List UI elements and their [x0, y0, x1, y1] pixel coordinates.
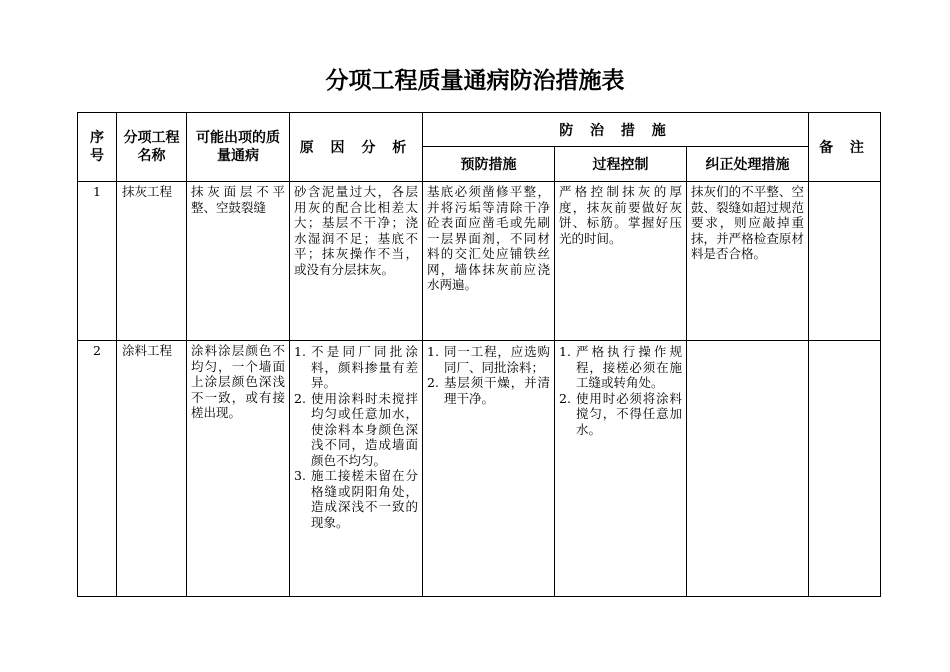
list-item: 1. 同一工程，应选购同厂、同批涂料；: [427, 344, 550, 375]
list-item: 2. 基层须干燥，并清理干净。: [427, 375, 550, 406]
header-process-control: 过程控制: [555, 147, 687, 182]
row2-process-list: [555, 341, 686, 437]
row2-remarks: [809, 341, 881, 597]
measures-table: [77, 112, 881, 597]
row2-project: 涂料工程: [117, 341, 187, 597]
list-item: 1. 不是同厂同批涂料，颜料掺量有差异。: [294, 344, 418, 390]
header-cause-analysis: 原 因 分 析: [290, 113, 423, 182]
table-row: [78, 341, 881, 597]
document-title: 分项工程质量通病防治措施表: [325, 67, 625, 94]
row2-preventive: [423, 341, 555, 597]
table-row: [78, 182, 881, 341]
header-preventive: 预防措施: [423, 147, 555, 182]
row1-correction: 抹灰们的不平整、空鼓、裂缝如超过规范要求，则应敲掉重抹，并严格检查原材料是否合格。: [687, 182, 809, 341]
list-item: 2. 使用涂料时未搅拌均匀或任意加水，使涂料本身颜色深浅不同，造成墙面颜色不均匀。: [294, 390, 418, 468]
row1-remarks: [809, 182, 881, 341]
header-remarks: 备 注: [809, 113, 881, 182]
header-row-1: [78, 113, 881, 147]
row1-seq: 1: [78, 182, 117, 341]
header-seq: 序号: [78, 113, 117, 182]
row1-cause: 砂含泥量过大，各层用灰的配合比相差太大；基层不干净；浇水湿润不足；基底不平；抹灰操作不当，或没有分层抹灰。: [290, 182, 423, 341]
list-item: 2. 使用时必须将涂料搅匀，不得任意加水。: [559, 390, 682, 437]
row1-defect: 抹灰面层不平整、空鼓裂缝: [187, 182, 290, 341]
row1-project: 抹灰工程: [117, 182, 187, 341]
row2-cause-list: [290, 341, 422, 530]
row2-defect: 涂料涂层颜色不均匀，一个墙面上涂层颜色深浅不一致，或有接槎出现。: [187, 341, 290, 597]
row2-preventive-list: [423, 341, 554, 406]
list-item: 3. 施工接槎未留在分格缝或阴阳角处，造成深浅不一致的现象。: [294, 468, 418, 530]
row2-process: [555, 341, 687, 597]
row1-process: 严格控制抹灰的厚度，抹灰前要做好灰饼、标筋。掌握好压光的时间。: [555, 182, 687, 341]
row1-preventive: 基底必须凿修平整，并将污垢等清除干净砼表面应凿毛或先刷一层界面剂，不同材料的交汇处应铺铁丝网，墙体抹灰前应浇水两遍。: [423, 182, 555, 341]
header-prevention-measures: 防 治 措 施: [423, 113, 809, 147]
header-correction: 纠正处理措施: [687, 147, 809, 182]
header-project-name: 分项工程名称: [117, 113, 187, 182]
row2-cause: [290, 341, 423, 597]
list-item: 1. 严格执行操作规程，接槎必须在施工缝或转角处。: [559, 344, 682, 390]
header-possible-defects: 可能出项的质量通病: [187, 113, 290, 182]
row2-correction: [687, 341, 809, 597]
row2-seq: 2: [78, 341, 117, 597]
